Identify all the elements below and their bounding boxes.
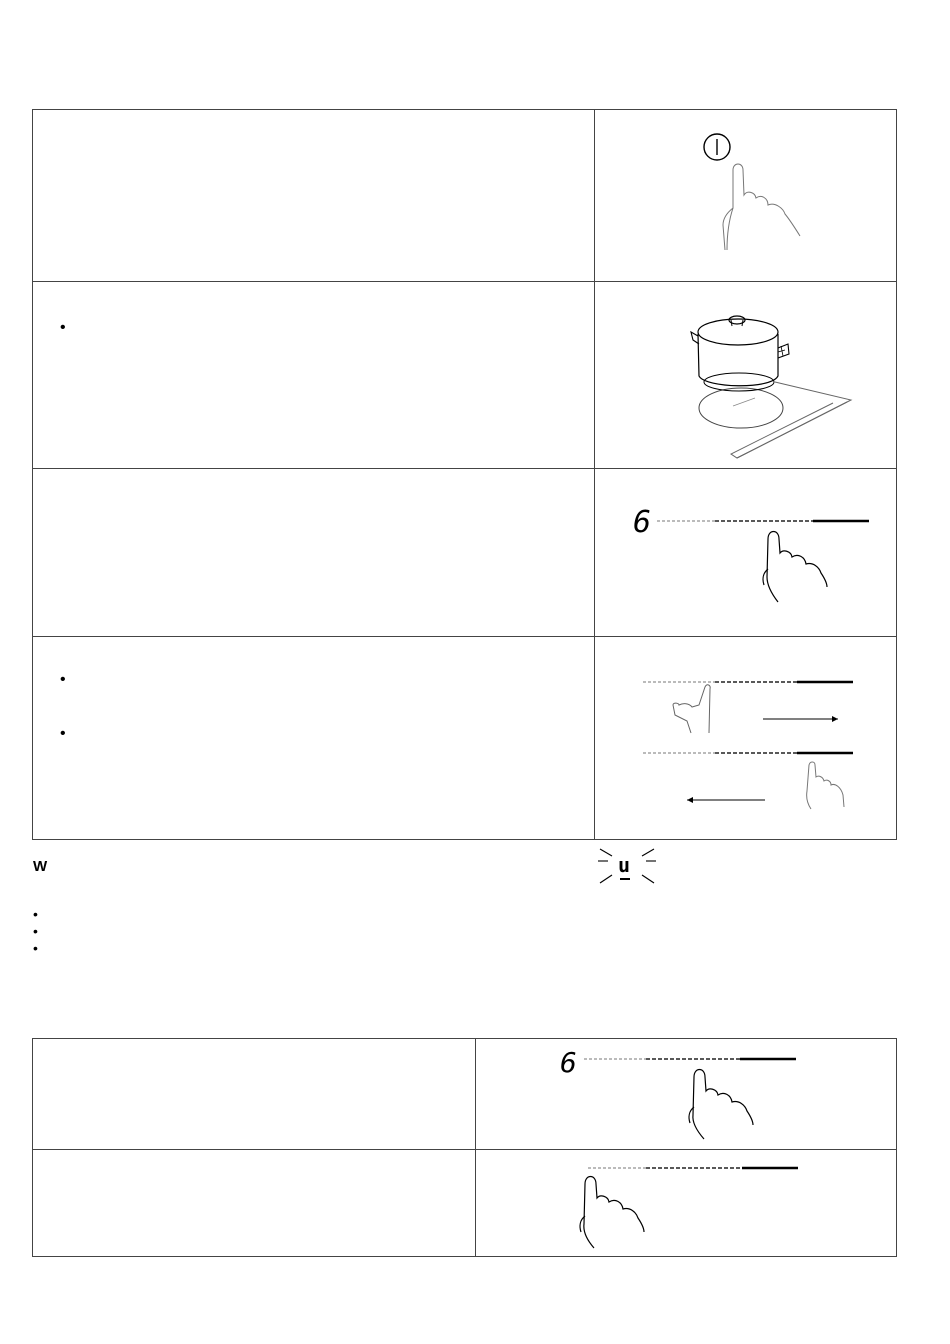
residual-heat-display-icon [594,845,660,889]
instruction-text-cell [33,1150,476,1257]
instruction-text-cell [33,637,595,840]
warning-bullet [33,941,38,955]
pan-on-cooking-zone-icon [595,282,896,468]
row-power-on [33,110,897,282]
instruction-text-cell [33,469,595,637]
row-place-pan [33,282,897,469]
instruction-table-2 [32,1038,897,1257]
illustration-cell [595,637,897,840]
warning-heading-letter: W [33,858,48,875]
bullet-point [60,672,66,688]
display-symbol: u [618,853,631,877]
instruction-text-cell [33,282,595,469]
warning-bullet [33,907,38,921]
finger-touching-power-icon [595,110,896,281]
bullet-point [60,726,66,742]
row-select-level [33,469,897,637]
row-adjust-level [33,637,897,840]
slider-increase-decrease-icon [595,637,896,839]
warning-bullet [33,924,38,938]
instruction-text-cell [33,110,595,282]
finger-on-slider-icon [476,1039,896,1149]
row-slider-off [33,1150,897,1257]
level-display-digit: 6 [633,505,652,540]
illustration-cell [476,1039,897,1150]
illustration-cell [595,110,897,282]
instruction-table-1 [32,109,897,840]
illustration-cell [595,282,897,469]
illustration-cell [595,469,897,637]
finger-on-slider-icon [595,469,896,636]
bullet-point [60,320,66,336]
instruction-text-cell [33,1039,476,1150]
row-slider-level [33,1039,897,1150]
finger-on-slider-start-icon [476,1150,896,1256]
illustration-cell [476,1150,897,1257]
level-display-digit: 6 [560,1046,578,1079]
